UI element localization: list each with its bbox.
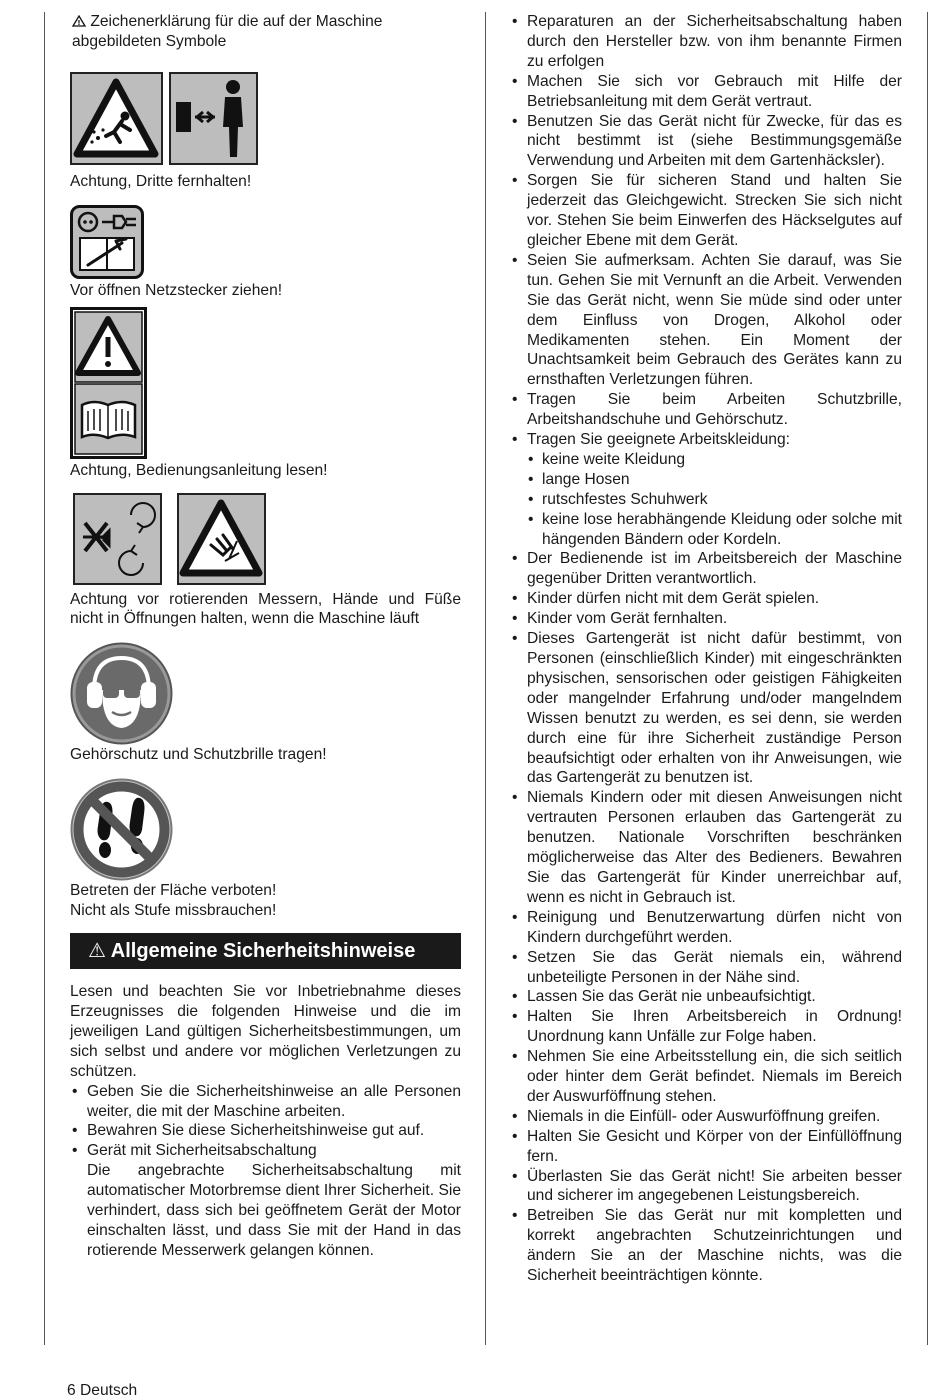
list-item: • Kinder vom Gerät fernhalten. xyxy=(510,609,902,629)
list-item: • Seien Sie aufmerksam. Achten Sie darauf, was Sie tun. Gehen Sie mit Vernunft an die Arbeit. Verwenden Sie das Gerät nicht, wenn Sie müde sind oder unter dem Einfluss von Drogen, Alkohol oder Medikamenten stehen. Ein Moment der Unachtsamkeit beim Gebrauch des Gerätes kann zu ernsthaften Verletzungen führen. xyxy=(510,251,902,390)
caption-protection: Gehörschutz und Schutzbrille tragen! xyxy=(70,746,327,764)
wear-ear-and-eye-protection-icon xyxy=(70,642,173,745)
list-item: • Dieses Gartengerät ist nicht dafür bestimmt, von Personen (einschließlich Kinder) mit eingeschränkten physischen, sensorischen oder geistigen Fähigkeiten oder mangelnder Erfahrung und/oder mangelndem Wissen benutzt zu werden, es sei denn, sie werden durch eine für ihre Sicherheit zuständige Person beaufsichtigt oder erhalten von ihr Anweisungen, wie das Gartengerät zu benutzen ist. xyxy=(510,629,902,788)
list-item: • Niemals in die Einfüll- oder Auswurföffnung greifen. xyxy=(510,1107,902,1127)
read-manual-icon xyxy=(70,307,147,459)
caption-unplug: Vor öffnen Netzstecker ziehen! xyxy=(70,281,283,299)
rotating-blades-symbols xyxy=(70,493,461,585)
caption-read-manual: Achtung, Bedienungsanleitung lesen! xyxy=(70,461,328,479)
caption-rotating-blades: Achtung vor rotierenden Messern, Hände und Füße nicht in Öffnungen halten, wenn die Maschine läuft xyxy=(70,590,461,628)
list-item: • Machen Sie sich vor Gebrauch mit Hilfe der Betriebsanleitung mit dem Gerät vertraut. xyxy=(510,72,902,112)
safety-cutoff-title: Gerät mit Sicherheitsabschaltung xyxy=(87,1142,317,1160)
list-item: • Niemals Kindern oder mit diesen Anweisungen nicht vertrauten Personen erlauben das Gartengerät zu benutzen. Nationale Vorschriften beschränken möglicherweise das Alter des Bedieners. Bewahren Sie das Gartengerät für Kinder unerreichbar auf, wenn es nicht in Gebrauch ist. xyxy=(510,788,902,907)
clothing-item: • lange Hosen xyxy=(527,470,902,490)
list-item: • Lassen Sie das Gerät nie unbeaufsichtigt. xyxy=(510,987,902,1007)
keep-distance-icon xyxy=(169,72,258,165)
list-item xyxy=(510,430,902,549)
list-item: • Kinder dürfen nicht mit dem Gerät spielen. xyxy=(510,589,902,609)
list-item: • Halten Sie Gesicht und Körper von der Einfüllöffnung fern. xyxy=(510,1127,902,1167)
clothing-intro: Tragen Sie geeignete Arbeitskleidung: xyxy=(527,431,790,449)
list-item: • Setzen Sie das Gerät niemals ein, während unbeteiligte Personen in der Nähe sind. xyxy=(510,948,902,988)
list-item: • Überlasten Sie das Gerät nicht! Sie arbeiten besser und sicherer im angegebenen Leistungsbereich. xyxy=(510,1167,902,1207)
cutting-hazard-warning-icon xyxy=(177,493,266,585)
left-margin-rule xyxy=(44,12,45,1345)
list-item: • Nehmen Sie eine Arbeitsstellung ein, die sich seitlich oder hinter dem Gerät befindet. Niemals im Bereich der Auswurföffnung stehen. xyxy=(510,1047,902,1107)
list-item: • Sorgen Sie für sicheren Stand und halten Sie jederzeit das Gleichgewicht. Strecken Sie sich nicht vor. Stehen Sie beim Einwerfen des Häckselgutes auf gleicher Ebene mit dem Gerät. xyxy=(510,171,902,251)
right-margin-rule xyxy=(927,12,928,1345)
list-item: • Halten Sie Ihren Arbeitsbereich in Ordnung! Unordnung kann Unfälle zur Folge haben. xyxy=(510,1007,902,1047)
clothing-item: • keine weite Kleidung xyxy=(527,450,902,470)
page-footer: 6 Deutsch xyxy=(67,1382,138,1399)
svg-text:!: ! xyxy=(77,19,81,27)
right-column xyxy=(510,12,902,1286)
caption-no-step-line2: Nicht als Stufe missbrauchen! xyxy=(70,902,277,920)
list-item xyxy=(70,1141,461,1260)
clothing-list xyxy=(527,450,902,550)
list-item: • Benutzen Sie das Gerät nicht für Zwecke, für das es nicht bestimmt ist (siehe Bestimmungsgemäße Verwendung und Arbeiten mit dem Gartenhäcksler). xyxy=(510,112,902,172)
caption-third-parties: Achtung, Dritte fernhalten! xyxy=(70,172,252,190)
column-divider xyxy=(485,12,486,1345)
list-item: • Reinigung und Benutzerwartung dürfen nicht von Kindern durchgeführt werden. xyxy=(510,908,902,948)
caption-no-step xyxy=(70,881,461,921)
left-bullet-list xyxy=(70,1082,461,1261)
list-item: • Der Bedienende ist im Arbeitsbereich der Maschine gegenüber Dritten verantwortlich. xyxy=(510,549,902,589)
clothing-item: • rutschfestes Schuhwerk xyxy=(527,490,902,510)
clothing-item: • keine lose herabhängende Kleidung oder solche mit hängenden Bändern oder Kordeln. xyxy=(527,510,902,550)
section-heading: ⚠ Allgemeine Sicherheitshinweise xyxy=(70,933,461,969)
list-item: • Geben Sie die Sicherheitshinweise an alle Personen weiter, die mit der Maschine arbeiten. xyxy=(70,1082,461,1122)
no-stepping-icon xyxy=(70,778,173,881)
legend-title: ! Zeichenerklärung für die auf der Maschine abgebildeten Symbole xyxy=(72,13,383,50)
unplug-before-maintenance-icon xyxy=(70,205,144,279)
hands-off-rotating-blades-icon xyxy=(73,493,162,585)
list-item: • Tragen Sie beim Arbeiten Schutzbrille, Arbeitshandschuhe und Gehörschutz. xyxy=(510,390,902,430)
intro-paragraph: Lesen und beachten Sie vor Inbetriebnahme dieses Erzeugnisses die folgenden Hinweise und die im jeweiligen Land gültigen Sicherheitsbestimmungen, um sich selbst und andere vor möglichen Verletzungen zu schützen. xyxy=(70,983,461,1080)
right-bullet-list xyxy=(510,12,902,1286)
list-item: • Reparaturen an der Sicherheitsabschaltung haben durch den Hersteller bzw. von ihm benannte Firmen zu erfolgen xyxy=(510,12,902,72)
safety-cutoff-text: Die angebrachte Sicherheitsabschaltung mit automatischer Motorbremse dient Ihrer Sicherheit. Sie verhindert, dass sich bei geöffnetem Gerät der Motor einschalten lässt, und dass Sie mit der Hand in das rotierende Messerwerk gelangen können. xyxy=(87,1162,461,1259)
warning-triangle-icon xyxy=(72,15,86,27)
third-party-symbols xyxy=(70,72,461,165)
left-column xyxy=(70,12,461,1261)
list-item: • Bewahren Sie diese Sicherheitshinweise gut auf. xyxy=(70,1121,461,1141)
thrown-objects-warning-icon xyxy=(70,72,163,165)
caption-no-step-line1: Betreten der Fläche verboten! xyxy=(70,882,277,900)
list-item: • Betreiben Sie das Gerät nur mit kompletten und korrekt angebrachten Schutzeinrichtungen und ändern Sie an der Maschine nichts, was die Sicherheit beeinträchtigen könnte. xyxy=(510,1206,902,1286)
